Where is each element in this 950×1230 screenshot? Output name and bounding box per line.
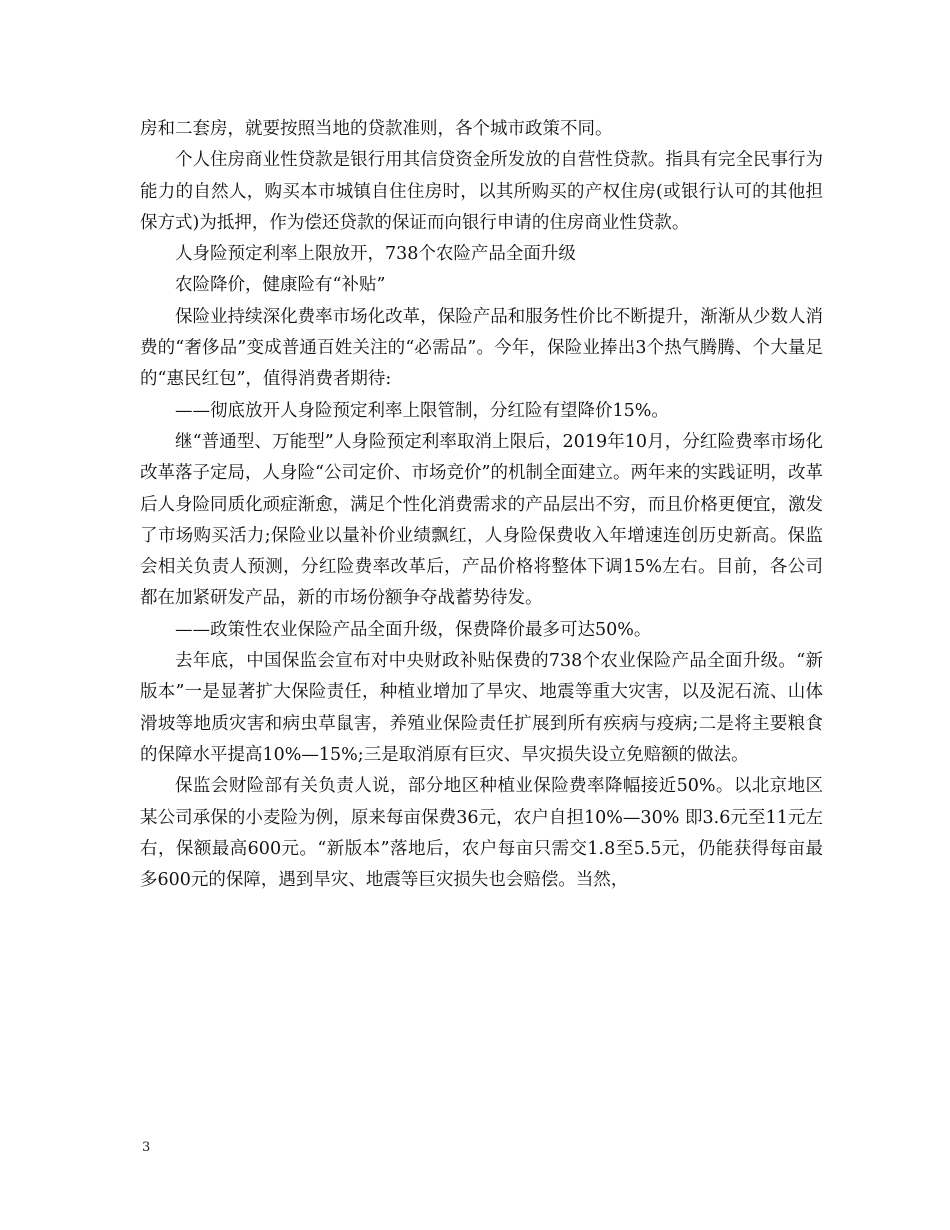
heading-agri-price-cut: 农险降价，健康险有“补贴”	[175, 275, 386, 296]
paragraph-insurance-reform: 保险业持续深化费率市场化改革，保险产品和服务性价比不断提升，渐渐从少数人消费的“奢侈品”变成普通百姓关注的“必需品”。今年，保险业捧出3个热气腾腾、个大量足的“惠民红包”，值得消费者期待:	[140, 306, 823, 390]
paragraph-continuation: 房和二套房，就要按照当地的贷款准则，各个城市政策不同。	[140, 119, 613, 139]
paragraph-circ-announcement: 去年底，中国保监会宣布对中央财政补贴保费的738个农业保险产品全面升级。“新版本”一是显著扩大保险责任，种植业增加了旱灾、地震等重大灾害，以及泥石流、山体滑坡等地质灾害和病虫草鼠害，养殖业保险责任扩展到所有疾病与疫病;二是将主要粮食的保障水平提高10%—15%;三是取消原有巨灾、旱灾损失设立免赔额的做法。	[140, 651, 823, 765]
paragraph-commercial-loan: 个人住房商业性贷款是银行用其信贷资金所发放的自营性贷款。指具有完全民事行为能力的自然人，购买本市城镇自住住房时，以其所购买的产权住房(或银行认可的其他担保方式)为抵押，作为偿还贷款的保证而向银行申请的住房商业性贷款。	[140, 150, 823, 233]
paragraph-life-insurance-reform: 继“普通型、万能型”人身险预定利率取消上限后，2019年10月，分红险费率市场化改革落子定局，人身险“公司定价、市场竞价”的机制全面建立。两年来的实践证明，改革后人身险同质化顽症渐愈，满足个性化消费需求的产品层出不穷，而且价格更便宜，激发了市场购买活力;保险业以量补价业绩飘红，人身险保费收入年增速连创历史新高。保监会相关负责人预测，分红险费率改革后，产品价格将整体下调15%左右。目前，各公司都在加紧研发产品，新的市场份额争夺战蓄势待发。	[140, 431, 823, 609]
paragraph-dividend-insurance: ——彻底放开人身险预定利率上限管制，分红险有望降价15%。	[175, 400, 669, 421]
paragraph-premium-reduction: 保监会财险部有关负责人说，部分地区种植业保险费率降幅接近50%。以北京地区某公司承保的小麦险为例，原来每亩保费36元，农户自担10%—30% 即3.6元至11元左右，保额最高600元。“新版本”落地后，农户每亩只需交1.8至5.5元，仍能获得每亩最多600元的保障，遇到旱灾、地震等巨灾损失也会赔偿。当然，	[140, 776, 823, 891]
paragraph-agri-upgrade: ——政策性农业保险产品全面升级，保费降价最多可达50%。	[175, 619, 652, 640]
heading-insurance-rate: 人身险预定利率上限放开，738个农险产品全面升级	[175, 244, 576, 265]
document-body	[140, 114, 823, 896]
page-number: 3	[142, 1140, 151, 1155]
